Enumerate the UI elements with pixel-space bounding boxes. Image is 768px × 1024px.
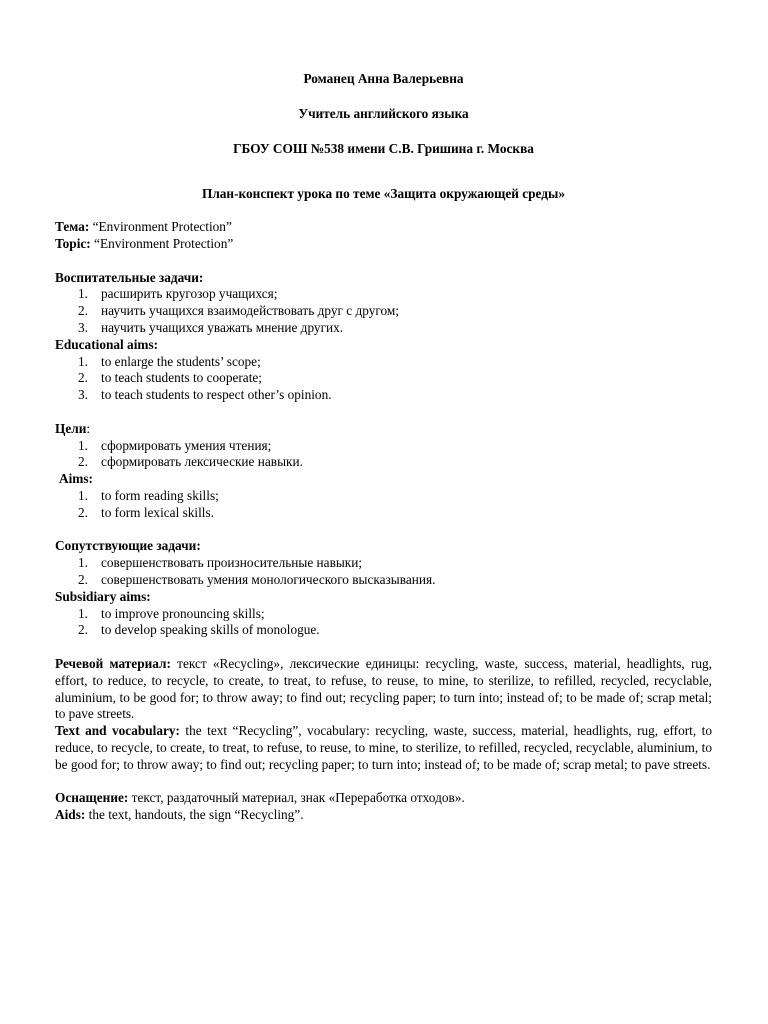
- list-item: 2. to form lexical skills.: [78, 504, 215, 520]
- topic-ru: [55, 219, 712, 236]
- list-item: 2. сформировать лексические навыки.: [78, 454, 303, 470]
- equipment-en: Aids: the text, handouts, the sign “Recycling”.: [55, 807, 304, 823]
- educational-ru-heading: Воспитательные задачи:: [55, 269, 204, 285]
- educational-en-list: [55, 354, 712, 404]
- educational-ru-list: [55, 286, 712, 336]
- author-position: Учитель английского языка: [298, 105, 469, 121]
- aims-en-list: [55, 488, 712, 522]
- author-name: Романец Анна Валерьевна: [303, 71, 464, 86]
- educational-en-heading: Educational aims:: [55, 336, 159, 352]
- aims-en-heading: Aims:: [59, 471, 93, 487]
- speech-material-ru: Речевой материал: текст «Recycling», лексические единицы: recycling, waste, success, material, headlights, rug, effort, to reduce, to recycle, to create, to treat, to refuse, to reuse, to mine, to sterilize, to refilled, recycled, recyclable, aluminium, to be good for; to throw away; to find out; recycling paper; to turn into; instead of; to be made of; scrap metal; to pave streets.: [55, 655, 712, 722]
- aims-ru-heading: Цели:: [55, 420, 91, 436]
- list-item: 2. совершенствовать умения монологического высказывания.: [78, 571, 436, 587]
- topic-en-value: “Environment Protection”: [90, 235, 234, 251]
- subsidiary-en-list: [55, 606, 712, 640]
- list-item: 2. to develop speaking skills of monologue.: [78, 622, 320, 638]
- school-name: ГБОУ СОШ №538 имени С.В. Гришина г. Москва: [233, 140, 534, 156]
- aims-ru-list: [55, 438, 712, 472]
- list-item: 2. научить учащихся взаимодействовать друг с другом;: [78, 303, 400, 319]
- list-item: 1. расширить кругозор учащихся;: [78, 286, 278, 302]
- document-content: [55, 71, 712, 824]
- equipment-ru: Оснащение: текст, раздаточный материал, знак «Переработка отходов».: [55, 790, 465, 806]
- plan-title: План-конспект урока по теме «Защита окружающей среды»: [201, 186, 565, 202]
- topic-ru-value: “Environment Protection”: [89, 219, 232, 235]
- list-item: 1. совершенствовать произносительные навыки;: [78, 555, 363, 571]
- list-item: 1. to improve pronouncing skills;: [78, 605, 265, 621]
- subsidiary-en-heading: Subsidiary aims:: [55, 588, 151, 604]
- list-item: 1. to enlarge the students’ scope;: [78, 353, 261, 369]
- subsidiary-ru-heading: Сопутствующие задачи:: [55, 538, 201, 554]
- topic-ru-label: Тема:: [55, 219, 90, 235]
- list-item: 3. научить учащихся уважать мнение других.: [78, 319, 344, 335]
- list-item: 3. to teach students to respect other’s opinion.: [78, 387, 332, 403]
- topic-en-label: Topic:: [55, 235, 91, 251]
- list-item: 1. to form reading skills;: [78, 487, 219, 503]
- topic-en: [55, 236, 712, 253]
- speech-material-en: Text and vocabulary: the text “Recycling”, vocabulary: recycling, waste, success, material, headlights, rug, effort, to reduce, to recycle, to create, to treat, to refuse, to reuse, to mine, to sterilize, to refilled, recycled, recyclable, aluminium, to be good for; to throw away; to find out; recycling paper; to turn into; instead of; to be made of; scrap metal; to pave streets.: [55, 723, 713, 772]
- subsidiary-ru-list: [55, 555, 712, 589]
- list-item: 1. сформировать умения чтения;: [78, 437, 272, 453]
- list-item: 2. to teach students to cooperate;: [78, 370, 262, 386]
